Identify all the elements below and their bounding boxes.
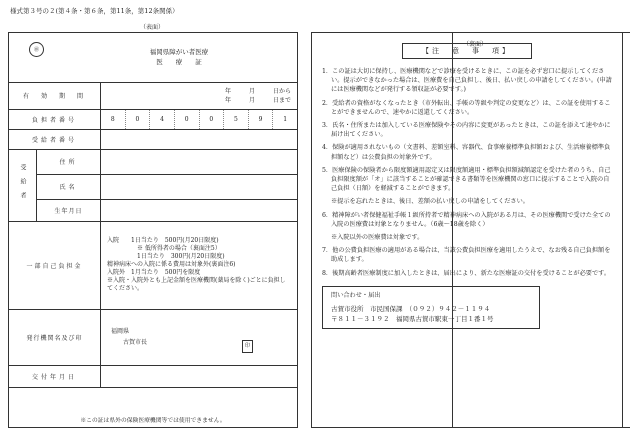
contact-address: 〒８１１－３１９２ 福岡県古賀市駅東一丁目１番１号 (331, 314, 494, 323)
issue-date-label: 交付年月日 (9, 365, 101, 387)
copay-psychiatric-note: 精神病床への入院に係る費用は対象外(裏面注6) (107, 261, 236, 268)
payer-number-label: 負担者番号 (9, 109, 101, 129)
prefecture-seal-icon: ㊞ (29, 42, 44, 57)
birthdate-label: 生年月日 (37, 199, 101, 221)
title-line-2: 医 療 証 (156, 58, 202, 66)
certificate-header (9, 33, 297, 83)
note-item: 1．この証は大切に保持し、医療機関などで診療を受けるときに、この証を必ず窓口に提示してください。提示ができなかった場合は、医療費を自己負担し、後日、払い戻しの申請をしてください。(申請には医療機関などが発行する領収証が必要です。) (322, 68, 612, 94)
payer-digit: 0 (174, 110, 199, 129)
valid-period-label: 有 効 期 間 (9, 83, 101, 109)
address-label: 住所 (37, 149, 101, 174)
payer-number-value (101, 109, 298, 129)
payer-digit: 0 (199, 110, 224, 129)
certificate-title (119, 47, 239, 67)
note-item: 3．氏名・住所または加入している医療保険やその内容に変更があったときは、この証を添えて速やかに届け出てください。 (322, 122, 611, 139)
certificate-table (9, 83, 297, 388)
recipient-number-label: 受給者番号 (9, 129, 101, 149)
note-item: 2．受給者の資格がなくなったとき（市外転出、手帳の等級や判定の変更など）は、この証を使用することができませんので、速やかに返還してください。 (322, 99, 611, 116)
name-label: 氏名 (37, 174, 101, 199)
note-item: ※提示を忘れたときは、後日、差額の払い戻しの申請をしてください。 (331, 198, 529, 206)
certificate-front (8, 32, 298, 428)
contact-office-phone: 古賀市役所 市民国保課 （０９２）９４２－１１９４ (331, 304, 491, 313)
note-item: 8．後期高齢者医療制度に加入したときは、届出により、新たな医療証の交付を受けることが必要です。 (322, 269, 611, 277)
copay-outpatient: 入院外 1月当たり 500円を限度 (107, 269, 201, 276)
contact-box (322, 286, 540, 329)
payer-digit: 5 (223, 110, 248, 129)
payer-digit: 0 (125, 110, 150, 129)
note-item: ※入院以外の医療費は対象です。 (331, 234, 424, 242)
front-side-label: （表面） (140, 24, 165, 31)
payer-digit: 8 (110, 115, 115, 123)
note-item: 7．他の公費負担医療の適用がある場合は、当該公費負担医療を適用したうえで、なお残る自己負担額を助成します。 (322, 247, 611, 264)
address-value (101, 149, 298, 174)
copay-low-income-rate: 1日当たり 300円(月20日限度) (137, 253, 225, 260)
issuer-value (101, 309, 298, 365)
valid-period-value (101, 83, 298, 109)
note-item: 4．保険が適用されないもの（文書料、差額室料、容器代、食事療養標準負担額および、生活療養標準負担額など）は公費負担の対象外です。 (322, 144, 611, 161)
notes-list (322, 67, 612, 278)
back-side-label: （裏面） (452, 32, 630, 428)
copay-per-institution-note: ※入院・入院外とも上記金額を医療機関(薬局を除く)ごとに負担してください。 (107, 277, 286, 292)
copay-low-income-note: ※ 低所得者の場合（裏面注5） (137, 245, 221, 252)
copay-label: 一部自己負担金 (9, 221, 101, 309)
period-from: 年 月 日から (224, 87, 291, 95)
payer-digit: 9 (248, 110, 273, 129)
note-item: 6．精神障がい者保健福祉手帳１級所持者で精神病床への入院がある月は、その医療機関で受けた全ての入院の医療費は対象となりません。（6歳～18歳を除く） (322, 211, 611, 228)
notes-title: 【注 意 事 項】 (402, 43, 532, 59)
copay-inpatient: 入院 1日当たり 500円(月20日限度) (107, 237, 219, 244)
issue-date-value (101, 365, 298, 387)
issuer-mayor: 古賀市長 (123, 339, 148, 346)
recipient-number-value (101, 129, 298, 149)
birthdate-value (101, 199, 298, 221)
recipient-label: 受給者 (9, 149, 37, 221)
title-line-1: 福岡県障がい者医療 (149, 48, 209, 56)
note-item: 5．医療保険の保険者から限度額適用認定又は限度額適用・標準負担額減額認定を受けた者のうち、自己負担限度額が「オ」に該当することが確認できる書類等を医療機関の窓口に提示することで入院の自己負担（日額）を軽減することができます。 (322, 166, 611, 193)
form-number-note: 様式第３号の２(第４条・第６条，第11条，第12条関係） (10, 7, 179, 15)
payer-digit: 4 (149, 110, 174, 129)
contact-heading: 問い合わせ・届出 (331, 291, 381, 299)
copay-details (101, 221, 298, 309)
payer-digit: 1 (272, 110, 297, 129)
certificate-back (311, 32, 623, 428)
out-of-prefecture-note: ※この証は県外の保険医療機関等では使用できません。 (80, 418, 226, 424)
issuer-seal-icon: 印 (242, 340, 253, 353)
payer-digit-boxes (101, 110, 297, 129)
issuer-prefecture: 福岡県 (111, 328, 130, 335)
period-to: 年 月 日まで (224, 96, 291, 104)
name-value (101, 174, 298, 199)
issuer-label: 発行機関名及び印 (9, 309, 101, 365)
